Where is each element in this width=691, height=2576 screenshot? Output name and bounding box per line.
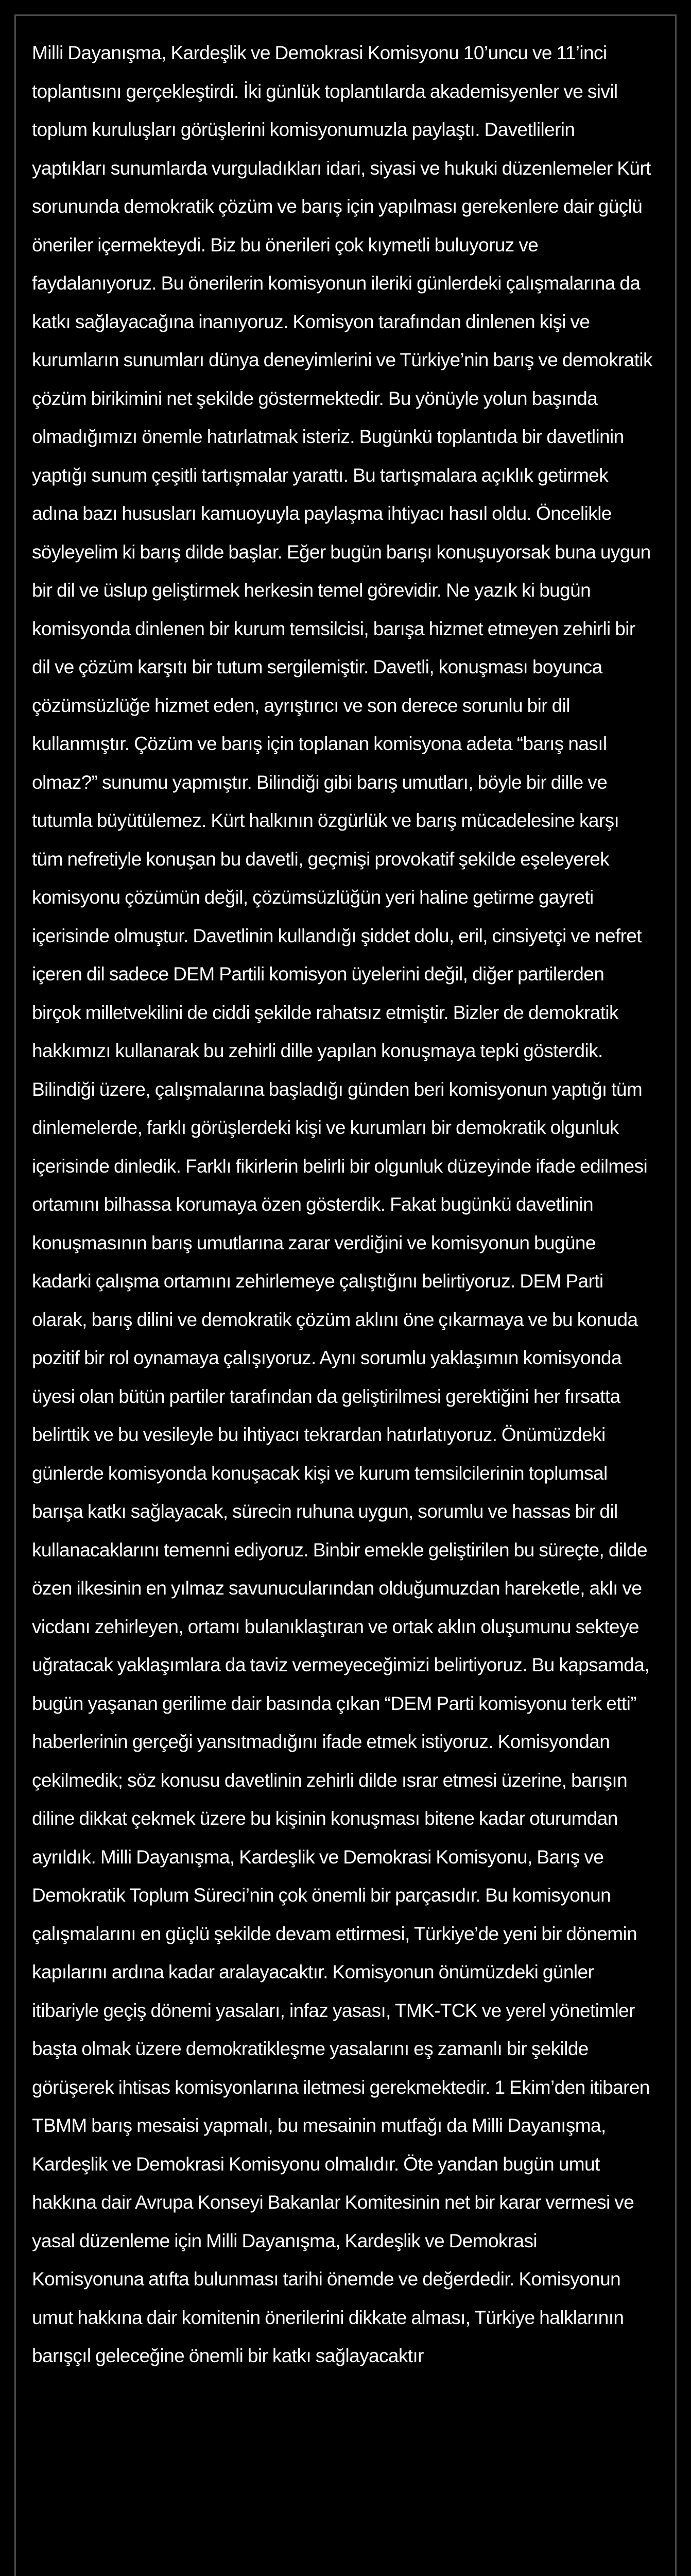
statement-text: Milli Dayanışma, Kardeşlik ve Demokrasi Komisyonu 10’uncu ve 11’inci toplantısını gerçekleştirdi. İki günlük toplantılarda akademisyenler ve sivil toplum kuruluşları görüşlerini komisyonumuzla paylaştı. Davetlilerin yaptıkları sunumlarda vurguladıkları idari, siyasi ve hukuki düzenlemeler Kürt sorununda demokratik çözüm ve barış için yapılması gerekenlere dair güçlü öneriler içermekteydi. Biz bu önerileri çok kıymetli buluyoruz ve faydalanıyoruz. Bu önerilerin komisyonun ileriki günlerdeki çalışmalarına da katkı sağlayacağına inanıyoruz. Komisyon tarafından dinlenen kişi ve kurumların sunumları dünya deneyimlerini ve Türkiye’nin barış ve demokratik çözüm birikimini net şekilde göstermektedir. Bu yönüyle yolun başında olmadığımızı önemle hatırlatmak isteriz. Bugünkü toplantıda bir davetlinin yaptığı sunum çeşitli tartışmalar yarattı. Bu tartışmalara açıklık getirmek adına bazı hususları kamuoyuyla paylaşma ihtiyacı hasıl oldu. Öncelikle söyleyelim ki barış dilde başlar. Eğer bugün barışı konuşuyorsak buna uygun bir dil ve üslup geliştirmek herkesin temel görevidir. Ne yazık ki bugün komisyonda dinlenen bir kurum temsilcisi, barışa hizmet etmeyen zehirli bir dil ve çözüm karşıtı bir tutum sergilemiştir. Davetli, konuşması boyunca çözümsüzlüğe hizmet eden, ayrıştırıcı ve son derece sorunlu bir dil kullanmıştır. Çözüm ve barış için toplanan komisyona adeta “barış nasıl olmaz?” sunumu yapmıştır. Bilindiği gibi barış umutları, böyle bir dille ve tutumla büyütülemez. Kürt halkının özgürlük ve barış mücadelesine karşı tüm nefretiyle konuşan bu davetli, geçmişi provokatif şekilde eşeleyerek komisyonu çözümün değil, çözümsüzlüğün yeri haline getirme gayreti içerisinde olmuştur. Davetlinin kullandığı şiddet dolu, eril, cinsiyetçi ve nefret içeren dil sadece DEM Partili komisyon üyelerini değil, diğer partilerden birçok milletvekilini de ciddi şekilde rahatsız etmiştir. Bizler de demokratik hakkımızı kullanarak bu zehirli dille yapılan konuşmaya tepki gösterdik. Bilindiği üzere, çalışmalarına başladığı günden beri komisyonun yaptığı tüm dinlemelerde, farklı görüşlerdeki kişi ve kurumları bir demokratik olgunluk içerisinde dinledik. Farklı fikirlerin belirli bir olgunluk düzeyinde ifade edilmesi ortamını bilhassa korumaya özen gösterdik. Fakat bugünkü davetlinin konuşmasının barış umutlarına zarar verdiğini ve komisyonun bugüne kadarki çalışma ortamını zehirlemeye çalıştığını belirtiyoruz. DEM Parti olarak, barış dilini ve demokratik çözüm aklını öne çıkarmaya ve bu konuda pozitif bir rol oynamaya çalışıyoruz. Aynı sorumlu yaklaşımın komisyonda üyesi olan bütün partiler tarafından da geliştirilmesi gerektiğini her fırsatta belirttik ve bu vesileyle bu ihtiyacı tekrardan hatırlatıyoruz. Önümüzdeki günlerde komisyonda konuşacak kişi ve kurum temsilcilerinin toplumsal barışa katkı sağlayacak, sürecin ruhuna uygun, sorumlu ve hassas bir dil kullanacaklarını temenni ediyoruz. Binbir emekle geliştirilen bu süreçte, dilde özen ilkesinin en yılmaz savunucularından olduğumuzdan hareketle, aklı ve vicdanı zehirleyen, ortamı bulanıklaştıran ve ortak aklın oluşumunu sekteye uğratacak yaklaşımlara da taviz vermeyeceğimizi belirtiyoruz. Bu kapsamda, bugün yaşanan gerilime dair basında çıkan “DEM Parti komisyonu terk etti” haberlerinin gerçeği yansıtmadığını ifade etmek istiyoruz. Komisyondan çekilmedik; söz konusu davetlinin zehirli dilde ısrar etmesi üzerine, barışın diline dikkat çekmek üzere bu kişinin konuşması bitene kadar oturumdan ayrıldık. Milli Dayanışma, Kardeşlik ve Demokrasi Komisyonu, Barış ve Demokratik Toplum Süreci’nin çok önemli bir parçasıdır. Bu komisyonun çalışmalarını en güçlü şekilde devam ettirmesi, Türkiye’de yeni bir dönemin kapılarını ardına kadar aralayacaktır. Komisyonun önümüzdeki günler itibariyle geçiş dönemi yasaları, infaz yasası, TMK-TCK ve yerel yönetimler başta olmak üzere demokratikleşme yasalarını eş zamanlı bir şekilde görüşerek ihtisas komisyonlarına iletmesi gerekmektedir. 1 Ekim’den itibaren TBMM barış mesaisi yapmalı, bu mesainin mutfağı da Milli Dayanışma, Kardeşlik ve Demokrasi Komisyonu olmalıdır. Öte yandan bugün umut hakkına dair Avrupa Konseyi Bakanlar Komitesinin net bir karar vermesi ve yasal düzenleme için Milli Dayanışma, Kardeşlik ve Demokrasi Komisyonuna atıfta bulunması tarihi önemde ve değerdedir. Komisyonun umut hakkına dair komitenin önerilerini dikkate alması, Türkiye halklarının barışçıl geleceğine önemli bir katkı sağlayacaktır (32, 42, 652, 2366)
